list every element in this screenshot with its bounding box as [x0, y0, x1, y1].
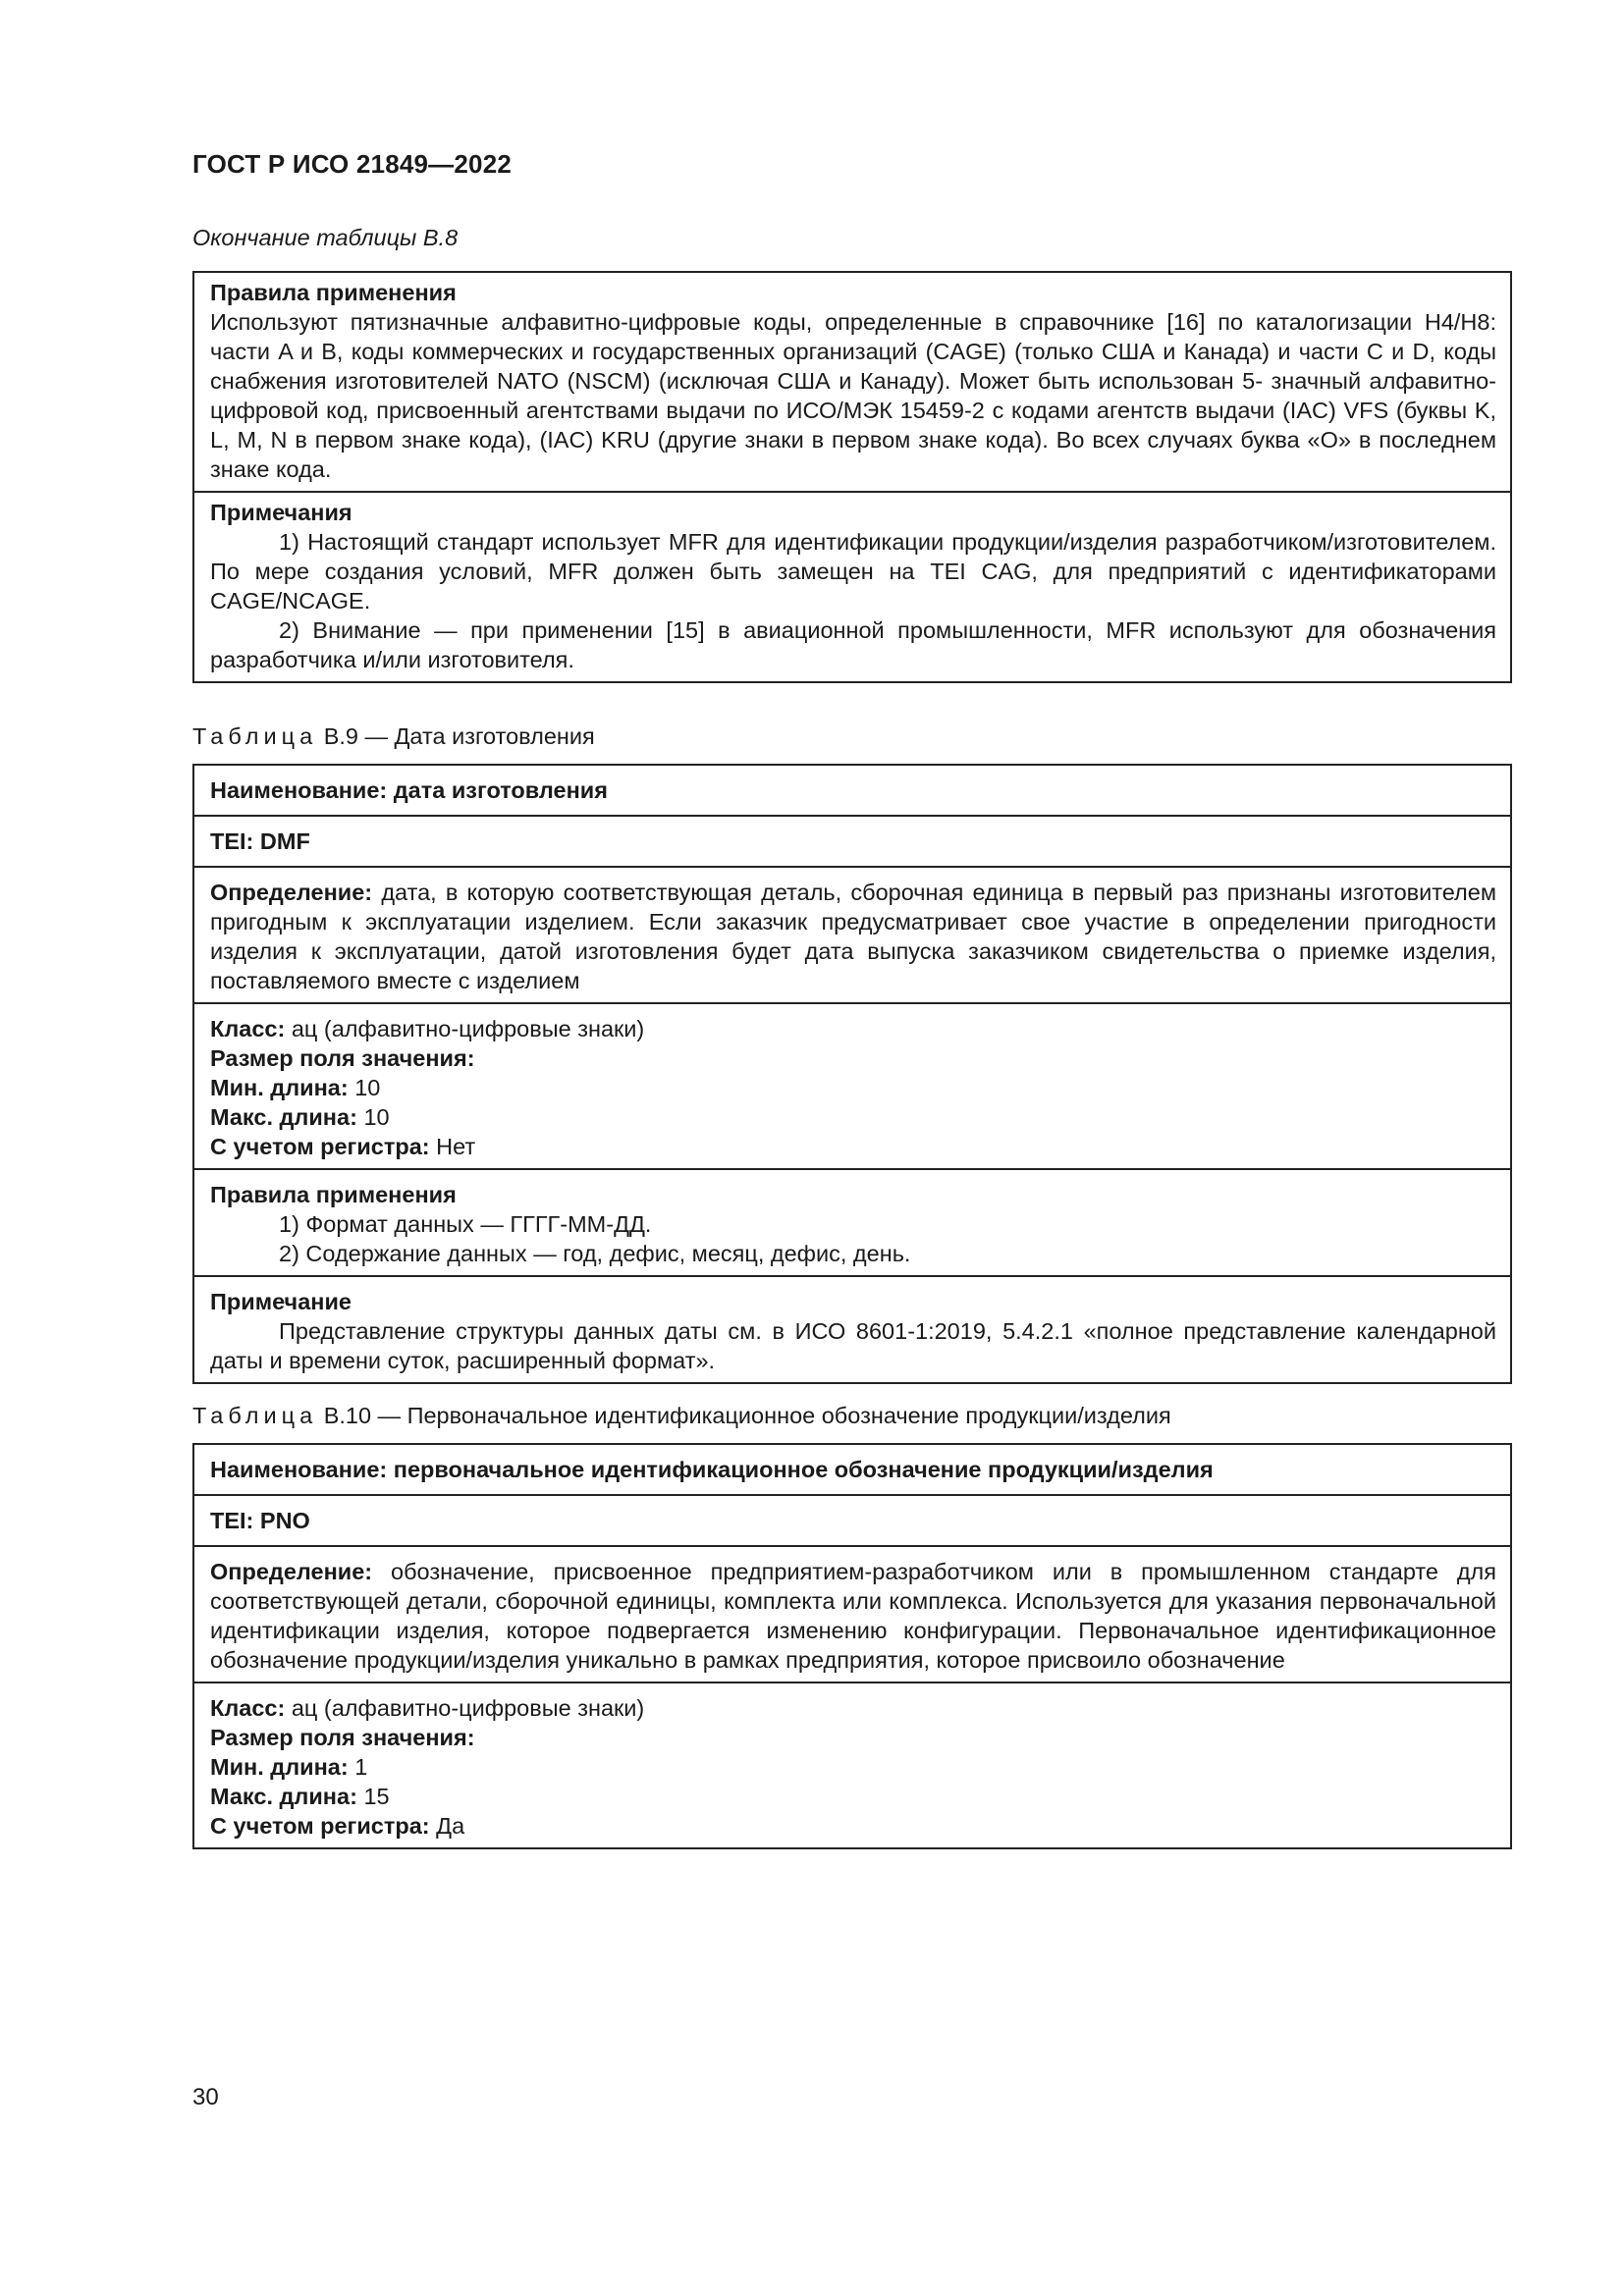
case-sensitive-label: С учетом регистра:: [210, 1134, 430, 1159]
definition-label: Определение:: [210, 1559, 373, 1584]
max-length-label: Макс. длина:: [210, 1784, 357, 1809]
table-b9-caption-word: Таблица: [192, 723, 318, 749]
field-size-label: Размер поля значения:: [210, 1045, 475, 1071]
table-b10-caption: [192, 1401, 1171, 1430]
case-sensitive-line: [210, 1132, 1496, 1161]
class-value: ац (алфавитно-цифровые знаки): [291, 1695, 645, 1721]
class-label: Класс:: [210, 1695, 286, 1721]
case-sensitive-line: [210, 1811, 1496, 1841]
note-heading: Примечание: [210, 1289, 352, 1314]
table-b10-caption-word: Таблица: [192, 1403, 318, 1428]
document-header: ГОСТ Р ИСО 21849—2022: [192, 149, 513, 179]
case-sensitive-value: Да: [436, 1813, 465, 1839]
min-length-value: 10: [354, 1075, 381, 1100]
table-b8-notes-row: [194, 491, 1510, 681]
min-length-label: Мин. длина:: [210, 1075, 349, 1100]
table-b10: [192, 1443, 1512, 1849]
page-number: 30: [192, 2084, 219, 2110]
max-length-label: Макс. длина:: [210, 1104, 357, 1130]
max-length-value: 10: [363, 1104, 390, 1130]
min-length-value: 1: [354, 1754, 368, 1780]
continuation-caption: Окончание таблицы B.8: [192, 225, 459, 250]
table-b9-definition-row: [194, 866, 1510, 1002]
table-b9-note-row: [194, 1275, 1510, 1382]
table-b9-tei-row: TEI: DMF: [194, 815, 1510, 866]
class-value: ац (алфавитно-цифровые знаки): [291, 1016, 645, 1041]
max-length-line: [210, 1102, 1496, 1132]
table-b8-continuation: [192, 271, 1512, 683]
table-b10-definition-row: [194, 1545, 1510, 1682]
rules-heading: Правила применения: [210, 1182, 457, 1207]
table-b9-rules-row: [194, 1168, 1510, 1275]
rule-1: 1) Формат данных — ГГГГ-ММ-ДД.: [279, 1211, 652, 1237]
definition-text: обозначение, присвоенное предприятием-разработчиком или в промышленном стандарте для соответствующей детали, сборочной единицы, комплекта или комплекса. Используется для указания первоначальной идентификации изделия, которое подвергается изменению конфигурации. Первоначальное идентификационное обозначение продукции/изделия уникально в рамках предприятия, которое присвоило обозначение: [210, 1559, 1496, 1673]
table-b10-name-row: Наименование: первоначальное идентификационное обозначение продукции/изделия: [210, 1457, 1214, 1482]
field-size-label: Размер поля значения:: [210, 1725, 475, 1750]
case-sensitive-label: С учетом регистра:: [210, 1813, 430, 1839]
note-1: 1) Настоящий стандарт использует MFR для идентификации продукции/изделия разработчиком/изготовителем. По мере создания условий, MFR должен быть замещен на TEI CAG, для предприятий с идентификаторами CAGE/NCAGE.: [210, 529, 1496, 614]
rules-heading: Правила применения: [210, 280, 457, 305]
class-line: [210, 1693, 1496, 1723]
definition-text: дата, в которую соответствующая деталь, сборочная единица в первый раз признаны изготовителем пригодным к эксплуатации изделием. Если заказчик предусматривает свое участие в определении пригодности изделия к эксплуатации, датой изготовления будет дата выпуска заказчиком свидетельства о приемке изделия, поставляемого вместе с изделием: [210, 880, 1496, 993]
table-b8-rules-row: [194, 273, 1510, 491]
table-b9-class-row: [194, 1002, 1510, 1168]
rule-2: 2) Содержание данных — год, дефис, месяц, дефис, день.: [279, 1241, 911, 1266]
min-length-label: Мин. длина:: [210, 1754, 349, 1780]
max-length-value: 15: [363, 1784, 390, 1809]
table-b10-caption-text: B.10 — Первоначальное идентификационное обозначение продукции/изделия: [323, 1403, 1171, 1428]
class-label: Класс:: [210, 1016, 286, 1041]
case-sensitive-value: Нет: [436, 1134, 476, 1159]
table-b9-caption: [192, 721, 595, 751]
table-b10-class-row: [194, 1682, 1510, 1847]
table-b9-caption-text: B.9 — Дата изготовления: [323, 723, 595, 749]
min-length-line: [210, 1752, 1496, 1782]
note-text: Представление структуры данных даты см. в ИСО 8601-1:2019, 5.4.2.1 «полное представление календарной даты и времени суток, расширенный формат».: [210, 1318, 1496, 1373]
min-length-line: [210, 1073, 1496, 1102]
table-b9-name-row: Наименование: дата изготовления: [210, 777, 608, 803]
table-b10-tei-row: TEI: PNO: [194, 1494, 1510, 1545]
notes-heading: Примечания: [210, 500, 352, 525]
class-line: [210, 1014, 1496, 1043]
max-length-line: [210, 1782, 1496, 1811]
table-b9: [192, 764, 1512, 1384]
rules-text: Используют пятизначные алфавитно-цифровые коды, определенные в справочнике [16] по каталогизации H4/H8: части A и B, коды коммерческих и государственных организаций (CAGE) (только США и Канада) и части C и D, коды снабжения изготовителей NATO (NSCM) (исключая США и Канаду). Может быть использован 5- значный алфавитно-цифровой код, присвоенный агентствами выдачи по ИСО/МЭК 15459-2 с кодами агентств выдачи (IAC) VFS (буквы K, L, M, N в первом знаке кода), (IAC) KRU (другие знаки в первом знаке кода). Во всех случаях буква «O» в последнем знаке кода.: [210, 309, 1496, 482]
note-2: 2) Внимание — при применении [15] в авиационной промышленности, MFR используют для обозначения разработчика и/или изготовителя.: [210, 617, 1496, 672]
definition-label: Определение:: [210, 880, 373, 905]
